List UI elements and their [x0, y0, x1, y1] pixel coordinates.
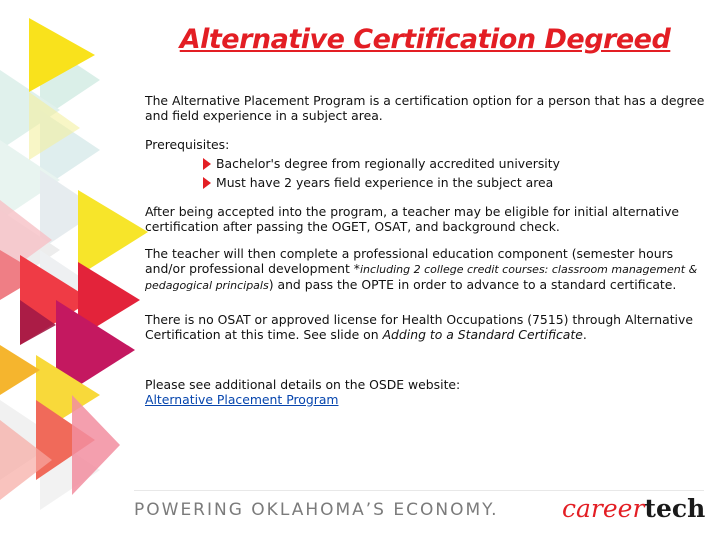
- teacher-text-italic: including 2 college credit courses: classroom management & pedagogical principals: [145, 263, 698, 292]
- prerequisites-label: Prerequisites:: [145, 137, 230, 152]
- logo-career-text: career: [562, 494, 645, 523]
- teacher-text-end: ) and pass the OPTE in order to advance to a standard certificate.: [268, 277, 677, 292]
- prerequisite-text: Must have 2 years field experience in the subject area: [216, 175, 554, 190]
- prerequisite-text: Bachelor's degree from regionally accredited university: [216, 156, 560, 171]
- bullet-arrow-icon: [203, 177, 211, 189]
- bullet-arrow-icon: [203, 158, 211, 170]
- footer-divider: [134, 490, 704, 491]
- slide-title: Alternative Certification Degreed: [179, 24, 671, 55]
- list-item: [203, 173, 705, 192]
- osat-text-end: .: [582, 327, 587, 342]
- teacher-paragraph: [145, 246, 705, 293]
- list-item: [203, 154, 705, 173]
- osat-text-start: There is no OSAT or approved license for Health Occupations (7515) through Alternative Certification at this time. See slide on: [145, 312, 693, 342]
- acceptance-paragraph: After being accepted into the program, a teacher may be eligible for initial alternative certification after passing the OGET, OSAT, and background check.: [145, 204, 680, 234]
- alternative-placement-program-link[interactable]: Alternative Placement Program: [145, 392, 339, 407]
- logo-tech-text: tech: [644, 494, 706, 523]
- intro-paragraph: The Alternative Placement Program is a certification option for a person that has a degree and field experience in a subject area.: [145, 93, 705, 123]
- footer-tagline: POWERING OKLAHOMA’S ECONOMY.: [134, 500, 499, 520]
- prerequisites-list: [203, 154, 705, 192]
- slide-body: [145, 93, 705, 407]
- details-text: Please see additional details on the OSDE website:: [145, 377, 461, 392]
- osat-paragraph: [145, 312, 705, 342]
- teacher-text-start: The teacher will then complete a professional education component (semester hours and/or professional development *: [145, 246, 674, 276]
- prerequisites-section: [145, 137, 705, 192]
- careertech-logo: [562, 494, 705, 523]
- osat-text-italic: Adding to a Standard Certificate: [382, 327, 583, 342]
- yellow-triangle-mid: [78, 190, 148, 276]
